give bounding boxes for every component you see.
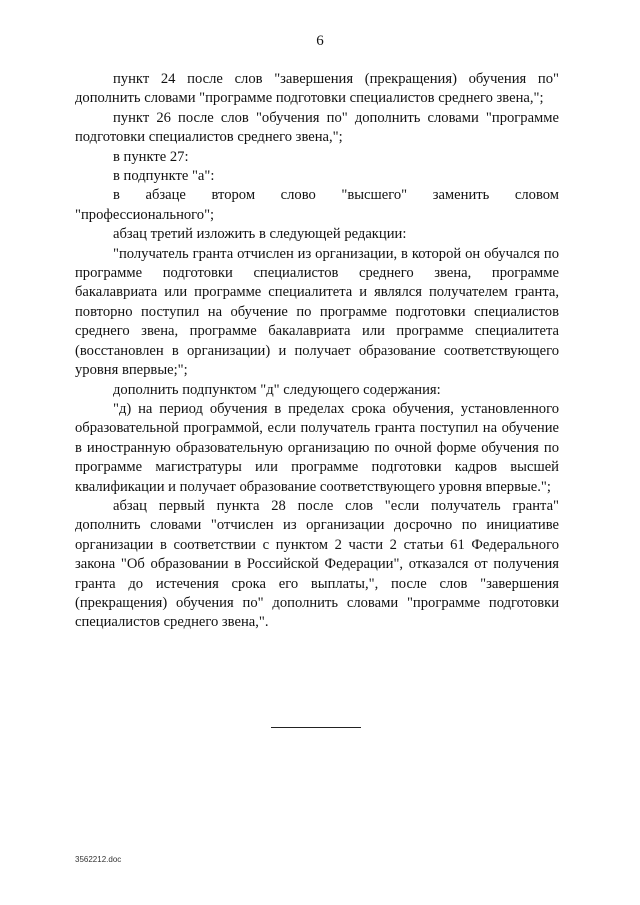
paragraph-subitem-d-intro: дополнить подпунктом "д" следующего содержания: xyxy=(113,381,441,398)
paragraph-second-abzac-change: в абзаце втором слово "высшего" заменить словом "профессионального"; xyxy=(75,187,559,223)
paragraph-item-27-intro: в пункте 27: xyxy=(113,148,189,165)
paragraph-subitem-d-text: "д) на период обучения в пределах срока обучения, установленного образовательной программой, если получатель гранта поступил на обучение в иностранную образовательную организацию по очной форме обучения по программе магистратуры или программе подготовки кадров высшей квалификации и получает образование соответствующего уровня впервые."; xyxy=(75,400,559,495)
paragraph-item-26: пункт 26 после слов "обучения по" дополнить словами "программе подготовки специалистов среднего звена,"; xyxy=(75,109,559,146)
paragraph-third-abzac-intro: абзац третий изложить в следующей редакции: xyxy=(113,226,407,243)
paragraph-item-28: абзац первый пункта 28 после слов "если получатель гранта" дополнить словами "отчислен из организации досрочно по инициативе организации в соответствии с пунктом 2 части 2 статьи 61 Федерального закона "Об образовании в Российской Федерации", отказался от получения гранта до истечения срока его выплаты,", после слов "завершения (прекращения) обучения по" дополнить словами "программе подготовки специалистов среднего звена,". xyxy=(75,497,559,631)
document-body xyxy=(75,70,559,633)
paragraph-subitem-a-intro: в подпункте "а": xyxy=(113,168,215,185)
paragraph-third-abzac-text: "получатель гранта отчислен из организации, в которой он обучался по программе подготовки специалистов среднего звена, программе бакалавриата или программе специалитета и являлся получателем гранта, повторно поступил на обучение по программе подготовки специалистов среднего звена, программе бакалавриата или программе специалитета (восстановлен в организации) и получает образование соответствующего уровня впервые;"; xyxy=(75,245,559,379)
page-number: 6 xyxy=(316,33,324,49)
paragraph-item-24: пункт 24 после слов "завершения (прекращения) обучения по" дополнить словами "программе подготовки специалистов среднего звена,"; xyxy=(75,71,559,107)
document-id: 3562212.doc xyxy=(75,855,122,864)
end-divider-line xyxy=(271,727,361,728)
